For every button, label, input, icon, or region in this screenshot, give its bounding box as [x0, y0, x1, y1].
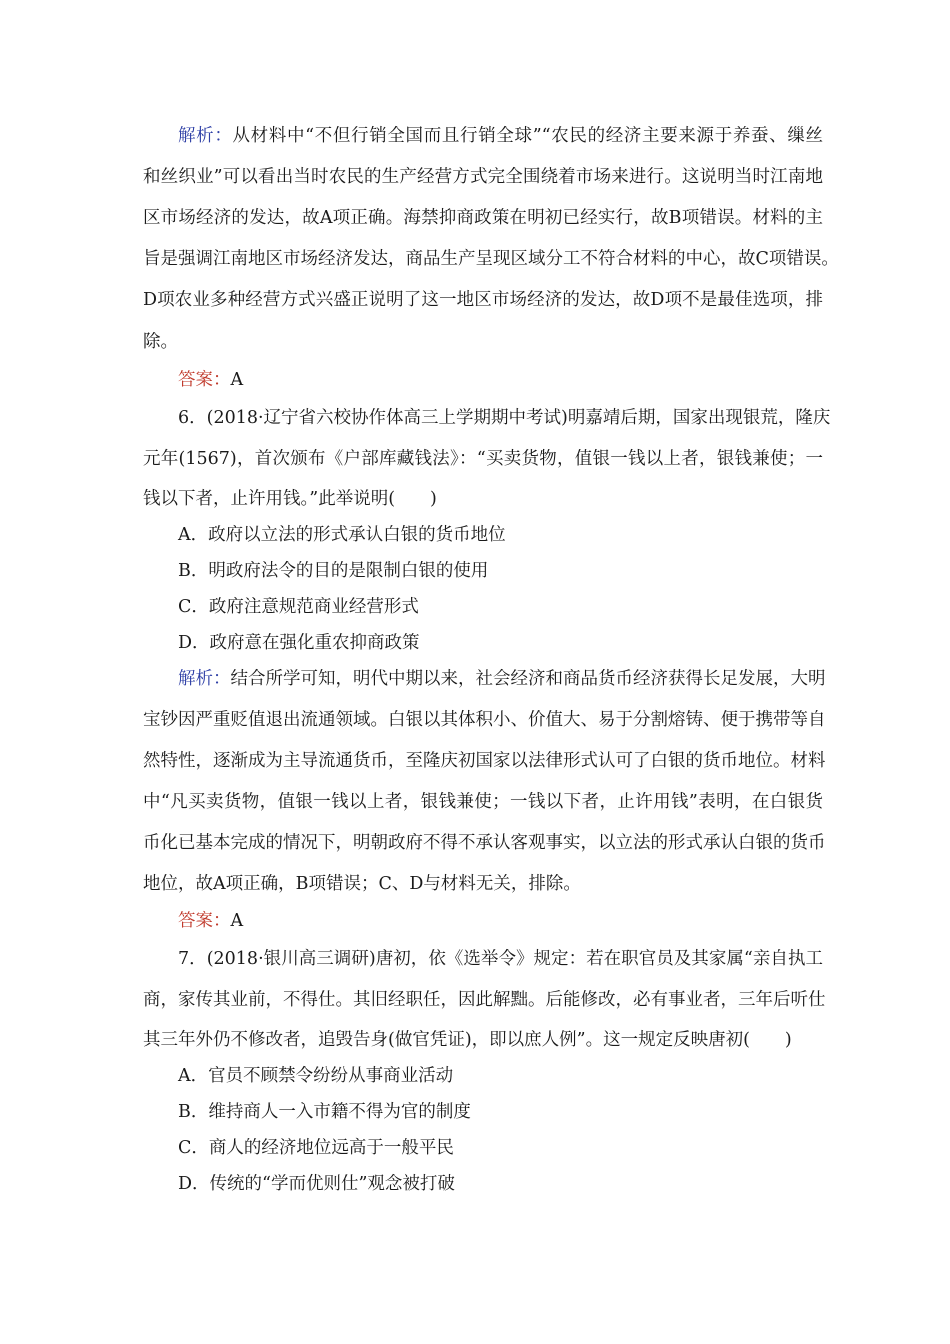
q7-option-c: C．商人的经济地位远高于一般平民: [178, 1138, 454, 1158]
q6-analysis-line-2: 宝钞因严重贬值退出流通领域。白银以其体积小、价值大、易于分割熔铸、便于携带等自: [143, 710, 826, 730]
answer-label: 答案：: [178, 911, 231, 931]
q6-option-a: A．政府以立法的形式承认白银的货币地位: [178, 525, 506, 545]
q6-analysis-line-3: 然特性，逐渐成为主导流通货币，至隆庆初国家以法律形式认可了白银的货币地位。材料: [143, 751, 826, 771]
q5-analysis-line-6: 除。: [143, 332, 178, 352]
q6-analysis-line-5: 币化已基本完成的情况下，明朝政府不得不承认客观事实，以立法的形式承认白银的货币: [143, 833, 826, 853]
q5-analysis-line-2: 和丝织业”可以看出当时农民的生产经营方式完全围绕着市场来进行。这说明当时江南地: [143, 167, 823, 187]
q5-answer: [178, 368, 858, 392]
answer-label: 答案：: [178, 370, 231, 390]
q6-stem-line-2: 元年(1567)，首次颁布《户部库藏钱法》：“买卖货物，值银一钱以上者，银钱兼使；一: [143, 449, 823, 469]
q7-stem-line-3: 其三年外仍不修改者，追毁告身(做官凭证)，即以庶人例”。这一规定反映唐初( ): [143, 1030, 792, 1050]
q5-analysis-line-5: D项农业多种经营方式兴盛正说明了这一地区市场经济的发达，故D项不是最佳选项，排: [143, 290, 823, 310]
q6-stem-line-3: 钱以下者，止许用钱。”此举说明( ): [143, 489, 437, 509]
q6-option-d: D．政府意在强化重农抑商政策: [178, 633, 420, 653]
q7-option-a: A．官员不顾禁令纷纷从事商业活动: [178, 1066, 454, 1086]
q6-analysis-line-6: 地位，故A项正确，B项错误；C、D与材料无关，排除。: [143, 874, 581, 894]
q5-analysis-line-3: 区市场经济的发达，故A项正确。海禁抑商政策在明初已经实行，故B项错误。材料的主: [143, 208, 823, 228]
q5-analysis-line-4: 旨是强调江南地区市场经济发达，商品生产呈现区域分工不符合材料的中心，故C项错误。: [143, 249, 839, 269]
q5-analysis-line-1: 解析：从材料中“不但行销全国而且行销全球”“农民的经济主要来源于养蚕、缫丝: [178, 126, 824, 146]
answer-value: A: [230, 911, 244, 931]
q6-stem-line-1: 6．(2018·辽宁省六校协作体高三上学期期中考试)明嘉靖后期，国家出现银荒，隆庆: [178, 408, 831, 428]
q6-option-c: C．政府注意规范商业经营形式: [178, 597, 419, 617]
analysis-label: 解析：: [178, 126, 233, 146]
q7-option-b: B．维持商人一入市籍不得为官的制度: [178, 1102, 471, 1122]
q7-option-d: D．传统的“学而优则仕”观念被打破: [178, 1174, 455, 1194]
q6-analysis-line-1: 解析：结合所学可知，明代中期以来，社会经济和商品货币经济获得长足发展，大明: [178, 669, 826, 689]
answer-value: A: [230, 370, 244, 390]
q6-option-b: B．明政府法令的目的是限制白银的使用: [178, 561, 489, 581]
q6-analysis-line-4: 中“凡买卖货物，值银一钱以上者，银钱兼使；一钱以下者，止许用钱”表明，在白银货: [143, 792, 823, 812]
analysis-label: 解析：: [178, 669, 231, 689]
q7-stem-line-1: 7．(2018·银川高三调研)唐初，依《选举令》规定：若在职官员及其家属“亲自执工: [178, 949, 823, 969]
q6-answer: [178, 909, 858, 933]
q7-stem-line-2: 商，家传其业前，不得仕。其旧经职任，因此解黜。后能修改，必有事业者，三年后听仕: [143, 990, 826, 1010]
